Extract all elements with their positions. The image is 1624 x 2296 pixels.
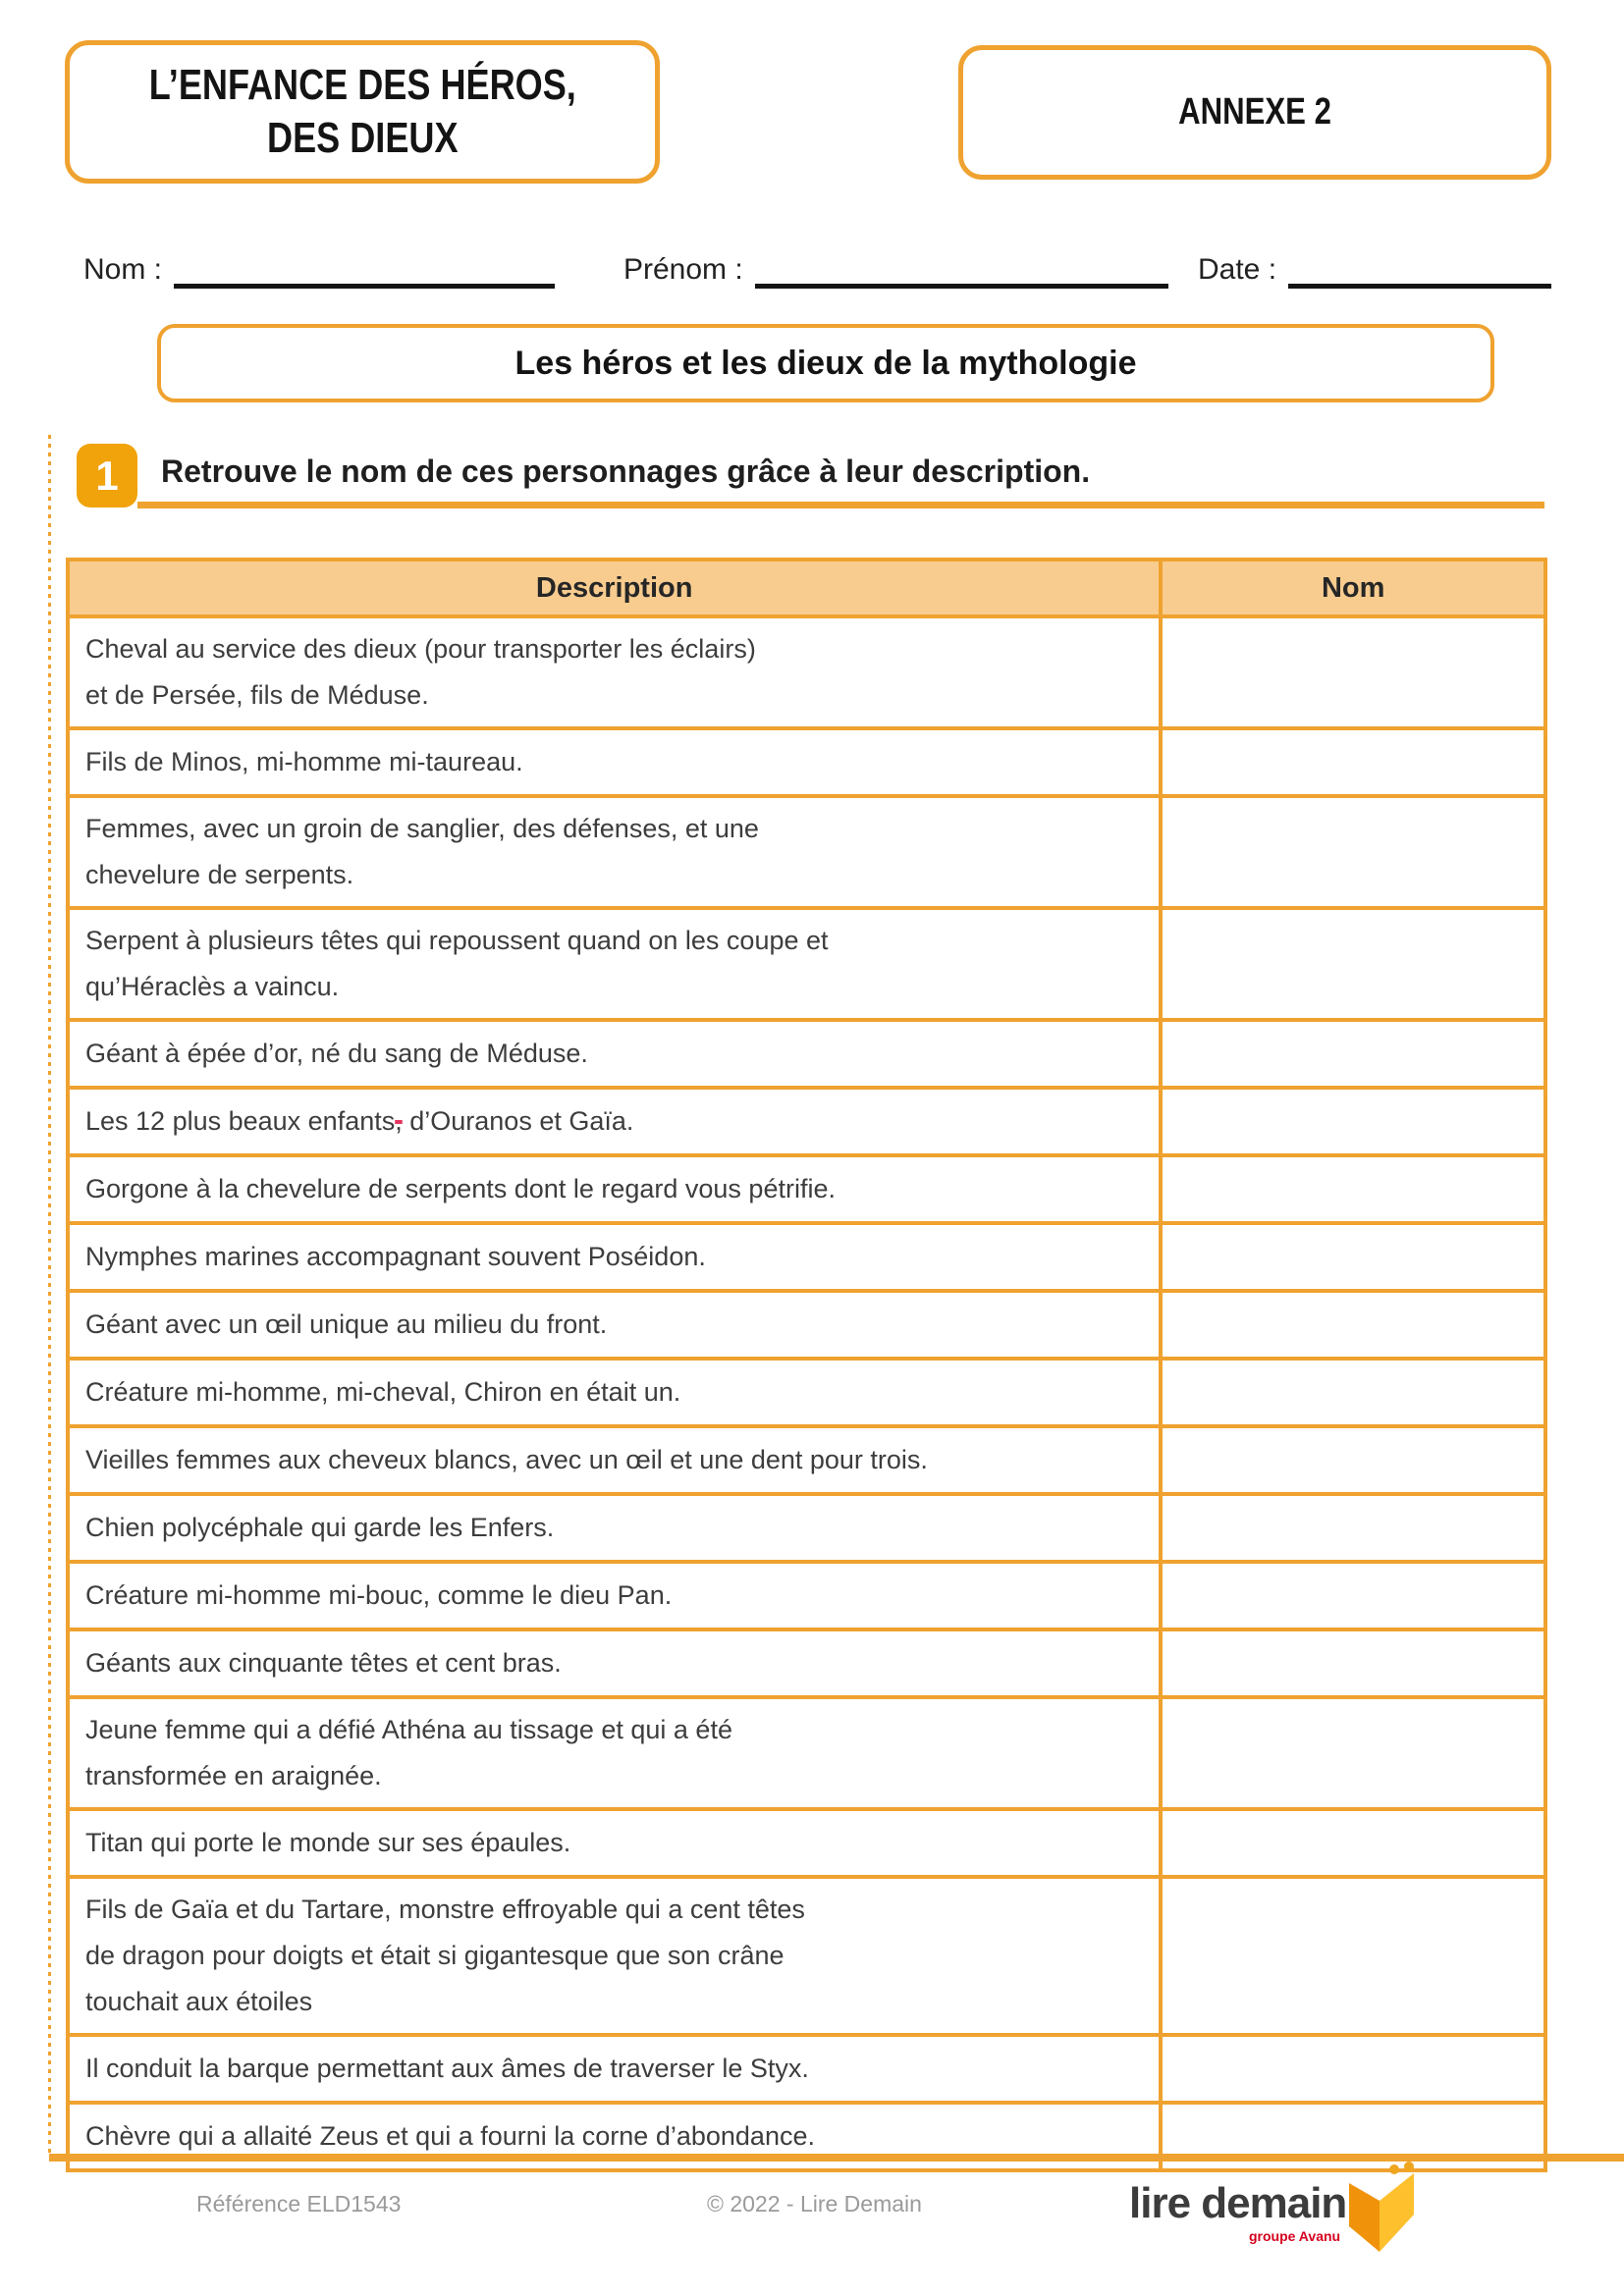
description-cell: Géant avec un œil unique au milieu du front. — [68, 1291, 1161, 1359]
table-row — [68, 1088, 1545, 1155]
answer-cell — [1161, 1020, 1545, 1088]
table-row — [68, 1494, 1545, 1562]
description-cell: Il conduit la barque permettant aux âmes de traverser le Styx. — [68, 2035, 1161, 2103]
answer-cell — [1161, 1359, 1545, 1426]
description-cell: Fils de Minos, mi-homme mi-taureau. — [68, 728, 1161, 796]
date-write-line — [1288, 253, 1551, 289]
description-cell: Chien polycéphale qui garde les Enfers. — [68, 1494, 1161, 1562]
table-row — [68, 616, 1545, 728]
description-cell: Femmes, avec un groin de sanglier, des défenses, et une chevelure de serpents. — [68, 796, 1161, 908]
table-row — [68, 796, 1545, 908]
struck-comma: , — [395, 1106, 403, 1136]
table-header-row — [68, 560, 1545, 616]
logo-wordmark: lire demain — [1129, 2179, 1347, 2227]
prenom-field — [623, 243, 1168, 289]
table-row — [68, 1629, 1545, 1697]
date-field — [1198, 243, 1551, 289]
prenom-write-line — [755, 253, 1168, 289]
description-cell: Cheval au service des dieux (pour transporter les éclairs) et de Persée, fils de Méduse. — [68, 616, 1161, 728]
table-row — [68, 1223, 1545, 1291]
table-row — [68, 1809, 1545, 1877]
footer-divider-bar — [49, 2154, 1624, 2162]
fold-mark-dashed-line — [48, 435, 51, 2153]
worksheet-subject-title: Les héros et les dieux de la mythologie — [514, 344, 1137, 382]
description-cell: Titan qui porte le monde sur ses épaules. — [68, 1809, 1161, 1877]
footer-reference: Référence ELD1543 — [196, 2191, 402, 2216]
description-cell: Géant à épée d’or, né du sang de Méduse. — [68, 1020, 1161, 1088]
answer-cell — [1161, 796, 1545, 908]
table-row — [68, 1562, 1545, 1629]
description-cell: Géants aux cinquante têtes et cent bras. — [68, 1629, 1161, 1697]
answer-cell — [1161, 1426, 1545, 1494]
description-cell: Créature mi-homme, mi-cheval, Chiron en était un. — [68, 1359, 1161, 1426]
description-cell: Chèvre qui a allaité Zeus et qui a fourni la corne d’abondance. — [68, 2103, 1161, 2170]
nom-write-line — [174, 253, 555, 289]
answer-cell — [1161, 1291, 1545, 1359]
table-body — [68, 616, 1545, 2170]
column-header-description: Description — [68, 560, 1161, 616]
answer-cell — [1161, 2035, 1545, 2103]
exercise-underline — [137, 502, 1544, 508]
logo-group-subtext: groupe Avanu — [1249, 2228, 1341, 2244]
table-row — [68, 1291, 1545, 1359]
description-cell: Les 12 plus beaux enfants, d’Ouranos et Gaïa. — [68, 1088, 1161, 1155]
answer-cell — [1161, 728, 1545, 796]
worksheet-subject-banner — [157, 324, 1494, 402]
answer-cell — [1161, 1809, 1545, 1877]
description-cell: Vieilles femmes aux cheveux blancs, avec un œil et une dent pour trois. — [68, 1426, 1161, 1494]
table-row — [68, 1020, 1545, 1088]
annexe-label: ANNEXE 2 — [1178, 91, 1331, 133]
column-header-nom: Nom — [1161, 560, 1545, 616]
answer-cell — [1161, 1629, 1545, 1697]
answer-cell — [1161, 1697, 1545, 1809]
table-row — [68, 1697, 1545, 1809]
worksheet-title — [148, 59, 575, 164]
lire-demain-logo — [1129, 2162, 1414, 2260]
table-row — [68, 1426, 1545, 1494]
characters-table — [66, 558, 1547, 2172]
answer-cell — [1161, 908, 1545, 1020]
answer-cell — [1161, 1155, 1545, 1223]
description-cell: Jeune femme qui a défié Athéna au tissage et qui a été transformée en araignée. — [68, 1697, 1161, 1809]
worksheet-title-line1: L’ENFANCE DES HÉROS, — [148, 61, 576, 110]
answer-cell — [1161, 1562, 1545, 1629]
worksheet-title-line2: DES DIEUX — [266, 114, 459, 162]
description-cell: Gorgone à la chevelure de serpents dont le regard vous pétrifie. — [68, 1155, 1161, 1223]
description-cell: Fils de Gaïa et du Tartare, monstre effroyable qui a cent têtes de dragon pour doigts et était si gigantesque que son crâne touchait aux étoiles — [68, 1877, 1161, 2035]
open-book-icon — [1343, 2162, 1420, 2256]
annexe-box — [958, 45, 1551, 180]
footer-copyright: © 2022 - Lire Demain — [707, 2191, 922, 2216]
title-box — [65, 40, 660, 184]
table-row — [68, 1877, 1545, 2035]
description-cell: Serpent à plusieurs têtes qui repoussent quand on les coupe et qu’Héraclès a vaincu. — [68, 908, 1161, 1020]
identity-row — [83, 243, 1551, 289]
description-cell: Créature mi-homme mi-bouc, comme le dieu Pan. — [68, 1562, 1161, 1629]
exercise-instruction: Retrouve le nom de ces personnages grâce à leur description. — [161, 454, 1091, 489]
answer-cell — [1161, 1223, 1545, 1291]
table-row — [68, 2035, 1545, 2103]
description-cell: Nymphes marines accompagnant souvent Poséidon. — [68, 1223, 1161, 1291]
table-row — [68, 1359, 1545, 1426]
prenom-label: Prénom : — [623, 253, 743, 286]
answer-cell — [1161, 616, 1545, 728]
date-label: Date : — [1198, 253, 1277, 286]
table-row — [68, 908, 1545, 1020]
nom-field — [83, 243, 555, 289]
nom-label: Nom : — [83, 253, 163, 286]
answer-cell — [1161, 1088, 1545, 1155]
answer-cell — [1161, 1877, 1545, 2035]
table-row — [68, 1155, 1545, 1223]
answer-cell — [1161, 1494, 1545, 1562]
exercise-number-badge: 1 — [77, 444, 137, 507]
table-row — [68, 728, 1545, 796]
